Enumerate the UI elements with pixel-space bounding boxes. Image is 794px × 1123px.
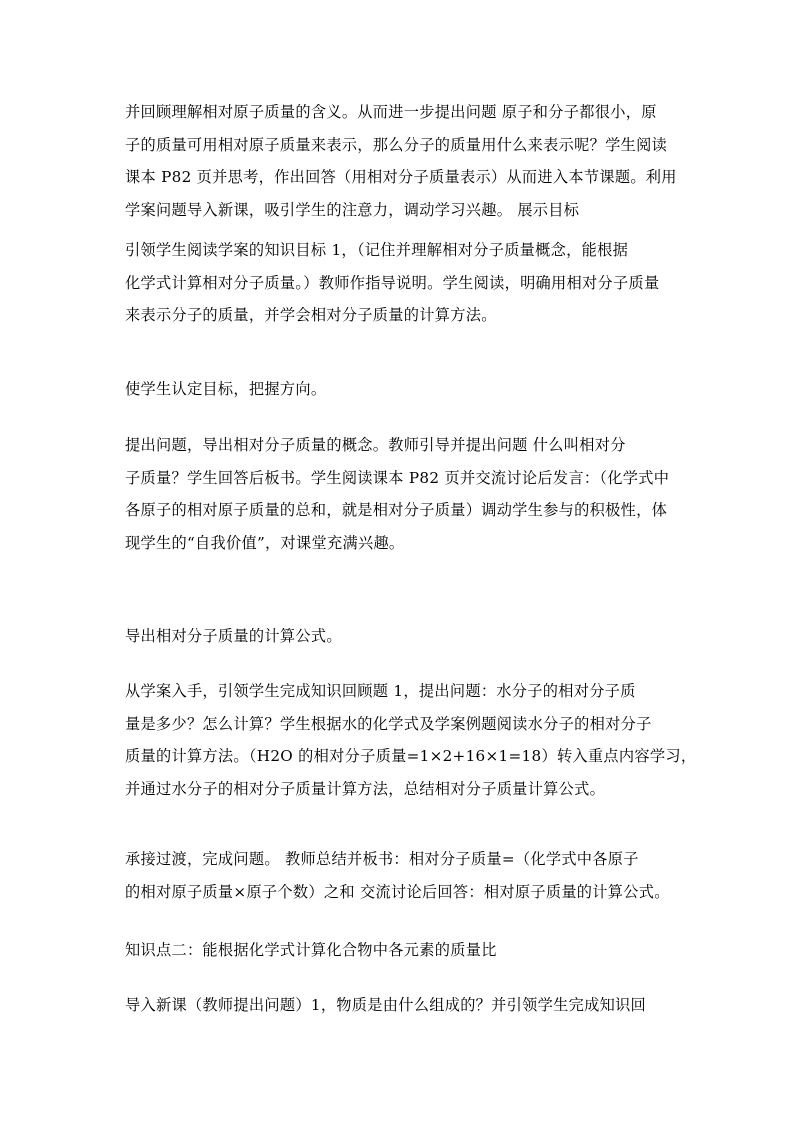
text-line: 的相对原子质量×原子个数）之和 交流讨论后回答：相对原子质量的计算公式。	[125, 882, 670, 901]
paragraph-concept-question	[125, 429, 681, 559]
paragraph-knowledge-goal	[125, 234, 681, 332]
text-line: 来表示分子的质量，并学会相对分子质量的计算方法。	[125, 306, 497, 324]
text-line: 现学生的“自我价值”，对课堂充满兴趣。	[125, 533, 405, 552]
text-line: 从学案入手，引领学生完成知识回顾题 1，提出问题：水分子的相对分子质	[125, 682, 636, 700]
paragraph-set-goal	[125, 373, 681, 406]
text-line: 引领学生阅读学案的知识目标 1，（记住并理解相对分子质量概念，能根据	[125, 241, 629, 259]
text-line: 并通过水分子的相对分子质量计算方法，总结相对分子质量计算公式。	[125, 779, 606, 798]
text-line: 子质量？学生回答后板书。学生阅读课本 P82 页并交流讨论后发言：（化学式中	[125, 468, 670, 487]
paragraph-new-lesson	[125, 989, 681, 1022]
paragraph-intro-review	[125, 96, 681, 226]
text-line: 量是多少？怎么计算？学生根据水的化学式及学案例题阅读水分子的相对分子	[125, 714, 652, 733]
text-line: 知识点二：能根据化学式计算化合物中各元素的质量比	[125, 941, 497, 959]
text-line: 提出问题，导出相对分子质量的概念。教师引导并提出问题 什么叫相对分	[125, 436, 626, 454]
text-line: 子的质量可用相对原子质量来表示，那么分子的质量用什么来表示呢？学生阅读	[125, 135, 668, 154]
text-line: 承接过渡，完成问题。 教师总结并板书：相对分子质量=（化学式中各原子	[125, 850, 639, 868]
paragraph-formula-heading	[125, 620, 681, 653]
text-line: 使学生认定目标，把握方向。	[125, 380, 327, 398]
paragraph-transition	[125, 843, 681, 908]
paragraph-water-example	[125, 675, 697, 805]
text-line: 课本 P82 页并思考，作出回答（用相对分子质量表示）从而进入本节课题。利用	[125, 168, 677, 186]
text-line: 各原子的相对原子质量的总和，就是相对分子质量）调动学生参与的积极性，体	[125, 501, 668, 519]
text-line: 学案问题导入新课，吸引学生的注意力，调动学习兴趣。 展示目标	[125, 200, 580, 219]
paragraph-knowledge-point-two	[125, 934, 681, 967]
text-line: 导入新课（教师提出问题）1，物质是由什么组成的？并引领学生完成知识回	[125, 996, 647, 1014]
text-line: 质量的计算方法。（H2O 的相对分子质量=1×2+16×1=18）转入重点内容学习，	[125, 747, 697, 765]
text-line: 化学式计算相对分子质量。）教师作指导说明。学生阅读，明确用相对分子质量	[125, 273, 660, 292]
text-line: 并回顾理解相对原子质量的含义。从而进一步提出问题 原子和分子都很小，原	[125, 103, 657, 121]
text-line: 导出相对分子质量的计算公式。	[125, 627, 342, 645]
